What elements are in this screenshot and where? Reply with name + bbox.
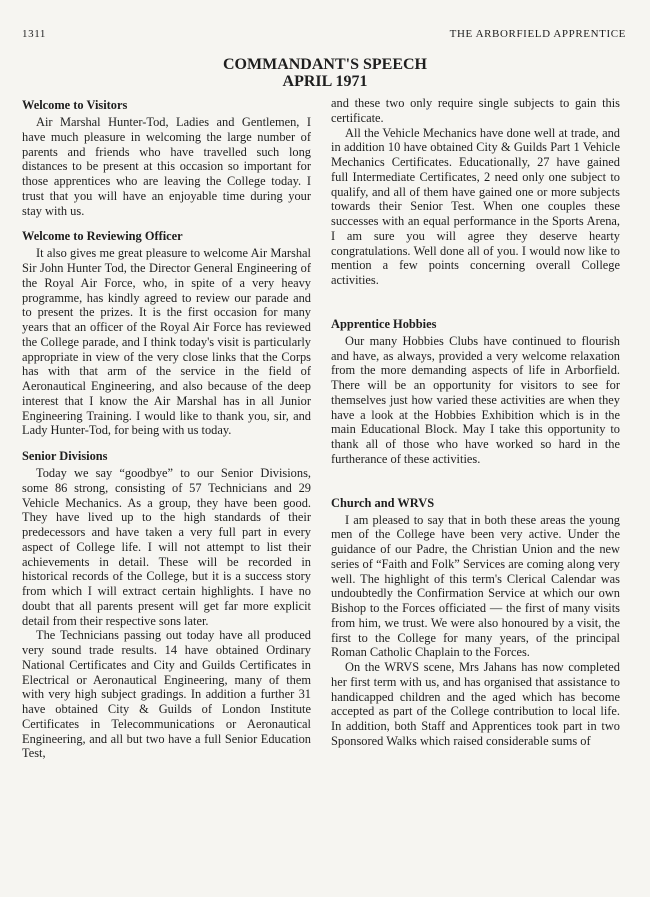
paragraph: All the Vehicle Mechanics have done well at trade, and in addition 10 have obtained City & Guilds Part 1 Vehicle Mechanics Certificates. Educationally, 27 have gained full Intermediate Certificates, 2 need only one subject to qualify, and all of them have gained one or more subjects towards their Senior Test. When one couples these successes with an equal performance in the Sports Arena, I am sure you will agree they deserve hearty congratulations. Well done all of you. I would now like to mention a few points concerning overall College activities. bbox=[331, 125, 620, 287]
section-heading-senior-divisions: Senior Divisions bbox=[22, 449, 108, 463]
spacer bbox=[331, 288, 620, 306]
page-number: 1311 bbox=[22, 28, 46, 40]
paragraph: On the WRVS scene, Mrs Jahans has now completed her first term with us, and has organised that assistance to handicapped children and the aged which has become accepted as part of the College contribution to local life. In addition, both Staff and Apprentices took part in two Sponsored Walks which raised considerable sums of bbox=[331, 660, 620, 748]
paragraph: Our many Hobbies Clubs have continued to flourish and have, as always, provided a very welcome relaxation from the more demanding aspects of life in Arborfield. There will be an opportunity for visitors to see for themselves just how varied these activities are when they have a look at the Hobbies Exhibition which is in the main Educational Block. May I take this opportunity to thank all of those who have worked so hard in the furtherance of these activities. bbox=[331, 333, 620, 466]
paragraph: Today we say “goodbye” to our Senior Divisions, some 86 strong, consisting of 57 Technicians and 29 Vehicle Mechanics. As a group, they have been good. They have lived up to the high standards of their predecessors and have taken a very full part in every aspect of College life. I will not attempt to list their achievements in detail. These will be recorded in historical records of the College, but it is a success story from which I will extract certain highlights. I have no doubt that all parents present will get far more explicit detail from their respective sons later. bbox=[22, 466, 311, 628]
article-title-line-1: COMMANDANT'S SPEECH bbox=[222, 56, 427, 73]
section-heading-welcome-reviewing-officer: Welcome to Reviewing Officer bbox=[22, 229, 183, 244]
section-heading-church-wrvs: Church and WRVS bbox=[331, 495, 435, 510]
section-heading-apprentice-hobbies: Apprentice Hobbies bbox=[331, 316, 437, 331]
paragraph: Air Marshal Hunter-Tod, Ladies and Gentlemen, I have much pleasure in welcoming the large number of parents and friends who have travelled such long distances to be present at this occasion so important for those apprentices who are leaving the College today. I trust that you will have an enjoyable time during your stay with us. bbox=[22, 115, 311, 218]
right-column bbox=[331, 96, 620, 749]
article-title-line-2: APRIL 1971 bbox=[282, 73, 368, 90]
running-head bbox=[22, 28, 626, 40]
paragraph: It also gives me great pleasure to welcome Air Marshal Sir John Hunter Tod, the Director General Engineering of the Royal Air Force, who, in spite of a very heavy programme, has kindly agreed to review our parade and to present the prizes. It is the first occasion for many years that an officer of the Royal Air Force has reviewed the College parade, and I think today's visit is particularly appropriate in view of the very close links that the Corps has with that arm of the service in the field of Aeronautical Engineering, and also because of the deep interest that I know the Air Marshal has in all Junior Engineering Training. I would like to thank you, sir, and Lady Hunter-Tod, for being with us today. bbox=[22, 246, 311, 438]
paragraph: I am pleased to say that in both these areas the young men of the College have been very active. Under the guidance of our Padre, the Christian Union and the new series of “Faith and Folk” Services are coming along very well. The highlight of this term's Clerical Calendar was undoubtedly the Confirmation Service at which our own Bishop to the Forces officiated — the first of many visits from him, we trust. We were also honoured by a visit, the first to the College for many years, of the principal Roman Catholic Chaplain to the Forces. bbox=[331, 512, 620, 660]
left-column bbox=[22, 96, 311, 761]
paragraph-continuation: and these two only require single subjects to gain this certificate. bbox=[331, 96, 620, 125]
article-title bbox=[0, 56, 650, 90]
publication-title: THE ARBORFIELD APPRENTICE bbox=[449, 28, 626, 40]
paragraph: The Technicians passing out today have all produced very sound trade results. 14 have obtained Ordinary National Certificates and City and Guilds Certificates in Electrical or Aeronautical Engineering, many of them with very high subject gradings. In addition a further 31 have obtained City & Guilds of London Institute Certificates in Telecommunications or Aeronautical Engineering, and all but two have a full Senior Education Test, bbox=[22, 628, 311, 761]
spacer bbox=[331, 467, 620, 485]
section-heading-welcome-visitors: Welcome to Visitors bbox=[22, 98, 128, 112]
